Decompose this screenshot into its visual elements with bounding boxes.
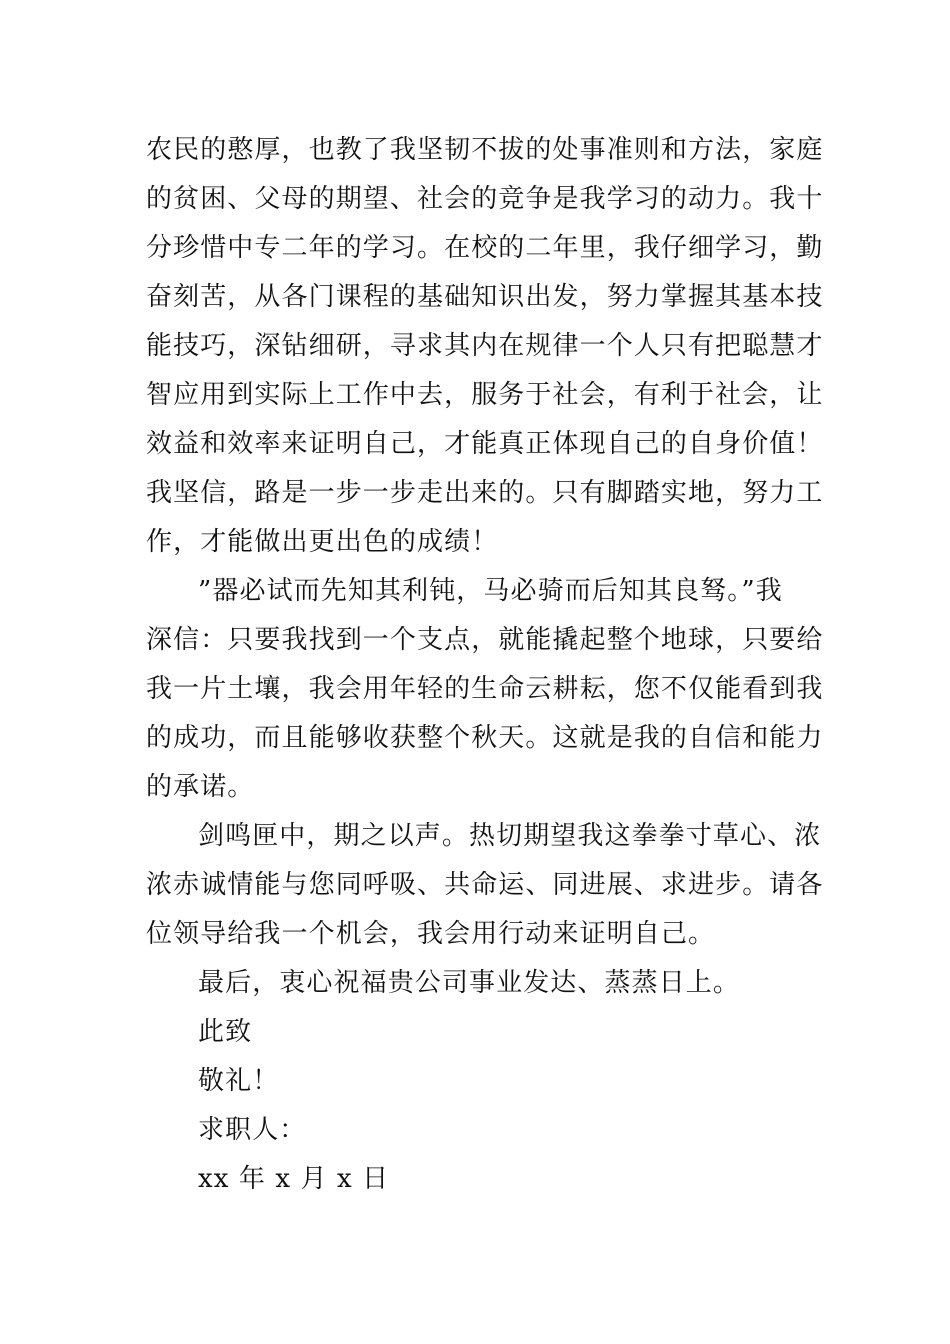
body-line-3: 分珍惜中专二年的学习。在校的二年里，我仔细学习，勤 — [146, 233, 824, 263]
body-line-10: ”器必试而先知其利钝，马必骑而后知其良驽。”我 — [198, 576, 783, 606]
body-line-2: 的贫困、父母的期望、社会的竞争是我学习的动力。我十 — [146, 184, 824, 214]
body-line-12: 我一片土壤，我会用年轻的生命云耕耘，您不仅能看到我 — [146, 674, 824, 704]
salutation-jing-li: 敬礼！ — [198, 1066, 280, 1096]
body-line-6: 智应用到实际上工作中去，服务于社会，有利于社会，让 — [146, 380, 824, 410]
body-line-5: 能技巧，深钻细研，寻求其内在规律一个人只有把聪慧才 — [146, 331, 824, 361]
body-line-9: 作，才能做出更出色的成绩！ — [146, 527, 499, 557]
applicant-label: 求职人： — [198, 1115, 307, 1145]
date-line: xx 年 x 月 x 日 — [198, 1164, 390, 1194]
body-line-4: 奋刻苦，从各门课程的基础知识出发，努力掌握其基本技 — [146, 282, 824, 312]
body-line-16: 浓赤诚情能与您同呼吸、共命运、同进展、求进步。请各 — [146, 870, 824, 900]
letter-body — [146, 126, 824, 1204]
body-line-8: 我坚信，路是一步一步走出来的。只有脚踏实地，努力工 — [146, 478, 824, 508]
body-line-13: 的成功，而且能够收获整个秋天。这就是我的自信和能力 — [146, 723, 824, 753]
salutation-ci-zhi: 此致 — [198, 1017, 253, 1047]
body-line-7: 效益和效率来证明自己，才能真正体现自己的自身价值！ — [146, 429, 824, 459]
body-line-15: 剑鸣匣中，期之以声。热切期望我这拳拳寸草心、浓 — [198, 821, 822, 851]
body-line-14: 的承诺。 — [146, 772, 255, 802]
closing-wish: 最后，衷心祝福贵公司事业发达、蒸蒸日上。 — [198, 968, 741, 998]
body-line-17: 位领导给我一个机会，我会用行动来证明自己。 — [146, 919, 716, 949]
body-line-11: 深信：只要我找到一个支点，就能撬起整个地球，只要给 — [146, 625, 824, 655]
body-line-1: 农民的憨厚，也教了我坚韧不拔的处事准则和方法，家庭 — [146, 135, 824, 165]
